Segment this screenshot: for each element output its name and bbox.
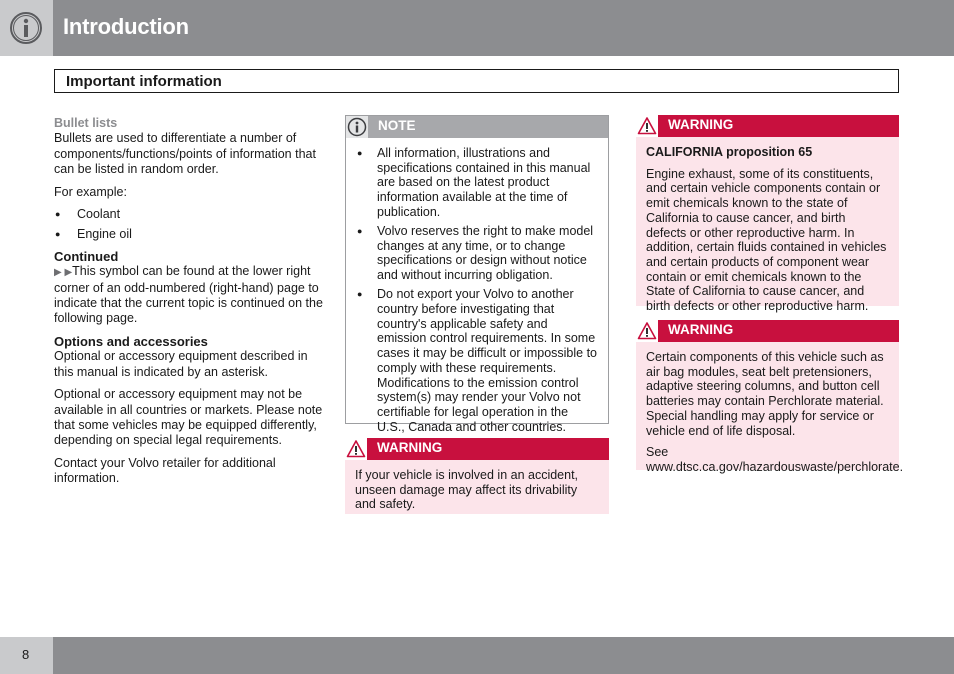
warning-header bbox=[636, 115, 899, 137]
note-header bbox=[346, 116, 608, 138]
bullet-lists-text: Bullets are used to differentiate a number of components/functions/points of information that can be listed in random order. bbox=[54, 131, 316, 177]
section-bar bbox=[54, 69, 899, 93]
warning-header bbox=[345, 438, 609, 460]
section-title: Important information bbox=[66, 73, 222, 90]
left-column bbox=[54, 116, 324, 494]
page-header bbox=[0, 0, 954, 56]
options-text-1: Optional or accessory equipment described in this manual is indicated by an asterisk. bbox=[54, 349, 308, 379]
info-icon bbox=[9, 11, 43, 45]
warning-triangle-icon bbox=[346, 439, 366, 459]
warning-body bbox=[636, 342, 904, 488]
info-icon bbox=[347, 117, 367, 137]
options-text-2: Optional or accessory equipment may not be available in all countries or markets. Please note that some vehicles may be equipped differently, depending on special legal requirements. bbox=[54, 387, 323, 448]
warning-text: Engine exhaust, some of its constituents, and certain vehicle components contain or emit chemicals known to the state of California to cause cancer, and birth defects or other reproductive harm. In addition, certain fluids contained in vehicles and certain products of component wear contain or emit chemicals known to the State of California to cause cancer, and birth defects or other reproductive harm. bbox=[646, 166, 887, 314]
header-icon-box bbox=[0, 0, 53, 56]
options-heading: Options and accessories bbox=[54, 333, 208, 349]
note-icon-cell bbox=[346, 116, 368, 138]
note-list bbox=[346, 138, 608, 434]
list-item: ● Volvo reserves the right to make model changes at any time, or to change specifications or design without notice and without incurring obligation. bbox=[356, 224, 598, 283]
warning-link-text: See www.dtsc.ca.gov/hazardouswaste/perchlorate. bbox=[646, 445, 904, 474]
list-item: ● Do not export your Volvo to another country before investigating that country's applicable safety and emission control requirements. In some cases it may be difficult or impossible to comply with these requirements. Modifications to the emission control system(s) may render your Volvo not certifiable for legal operation in the U.S., Canada and other countries. bbox=[356, 287, 598, 434]
warning-box-california bbox=[636, 115, 899, 314]
warning-icon-cell bbox=[345, 438, 367, 460]
warning-subheading: CALIFORNIA proposition 65 bbox=[646, 145, 813, 159]
warning-box-perchlorate bbox=[636, 320, 904, 474]
page-title: Introduction bbox=[63, 14, 189, 39]
warning-label: WARNING bbox=[668, 322, 734, 337]
list-item: ● All information, illustrations and specifications contained in this manual are based on the latest product information available at the time of publication. bbox=[356, 146, 598, 220]
warning-label: WARNING bbox=[377, 440, 443, 455]
bullet-lists-heading: Bullet lists bbox=[54, 116, 118, 130]
warning-body bbox=[345, 460, 609, 525]
warning-triangle-icon bbox=[637, 116, 657, 136]
continued-arrow-icon: ▶ ▶ bbox=[54, 267, 73, 279]
page-number: 8 bbox=[22, 647, 30, 662]
options-text-3: Contact your Volvo retailer for additional information. bbox=[54, 455, 276, 486]
warning-text: Certain components of this vehicle such as air bag modules, seat belt pretensioners, adaptive steering columns, and button cell batteries may contain Perchlorate material. Special handling may apply for service or vehicle end of life disposal. bbox=[646, 350, 884, 438]
list-item: ● Engine oil bbox=[54, 227, 324, 242]
warning-label: WARNING bbox=[668, 117, 734, 132]
warning-text: If your vehicle is involved in an accident, unseen damage may affect its drivability and safety. bbox=[355, 468, 579, 512]
warning-box-accident bbox=[345, 438, 609, 514]
example-label: For example: bbox=[54, 184, 127, 199]
warning-icon-cell bbox=[636, 115, 658, 137]
page-footer bbox=[0, 637, 954, 674]
continued-paragraph bbox=[54, 264, 324, 327]
note-label: NOTE bbox=[378, 118, 416, 133]
continued-text: This symbol can be found at the lower right corner of an odd-numbered (right-hand) page to indicate that the current topic is continued on the following page. bbox=[54, 264, 323, 326]
continued-heading: Continued bbox=[54, 248, 119, 264]
note-box bbox=[345, 115, 609, 434]
example-list bbox=[54, 207, 324, 243]
page-number-box bbox=[0, 637, 53, 674]
list-item: ● Coolant bbox=[54, 207, 324, 222]
warning-triangle-icon bbox=[637, 321, 657, 341]
warning-icon-cell bbox=[636, 320, 658, 342]
warning-header bbox=[636, 320, 899, 342]
warning-body bbox=[636, 137, 899, 327]
